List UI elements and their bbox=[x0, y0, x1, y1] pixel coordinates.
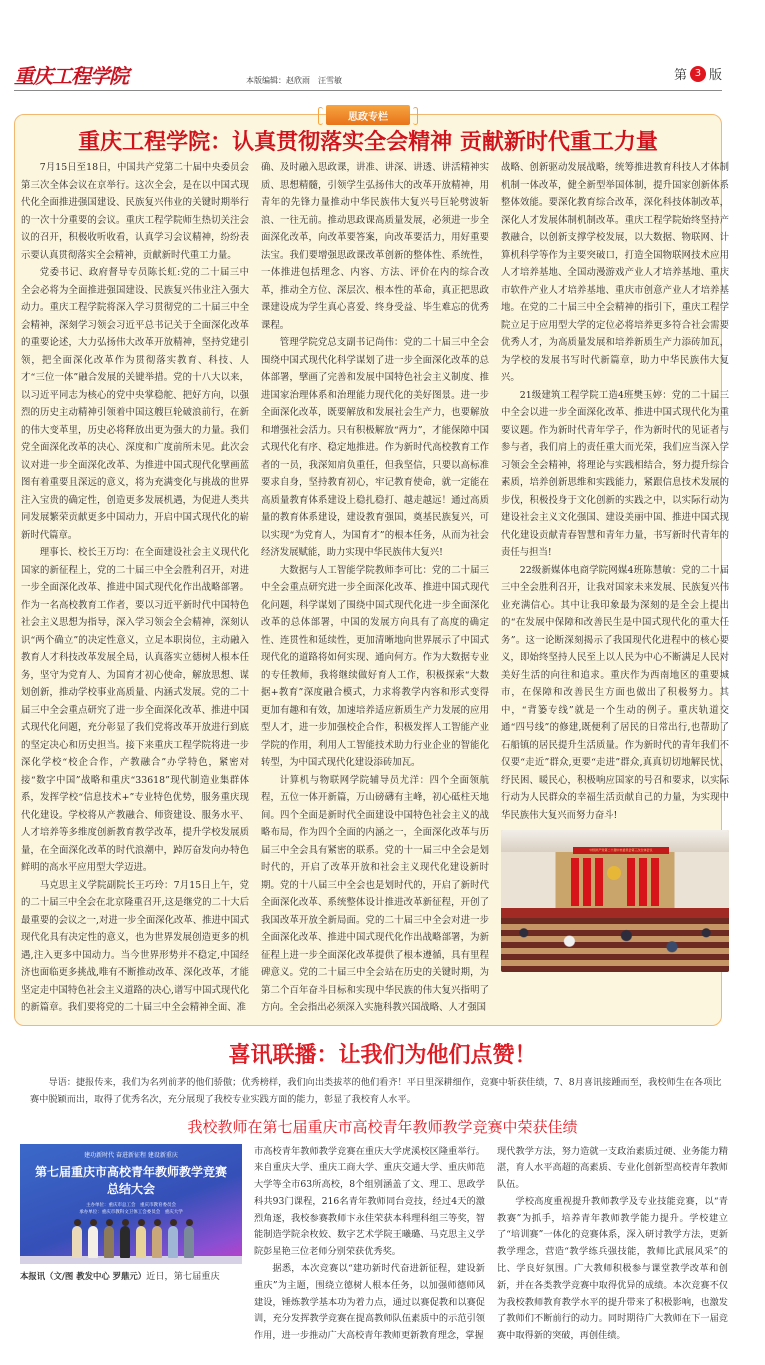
feature-section bbox=[14, 105, 722, 1026]
feature-headline: 重庆工程学院：认真贯彻落实全会精神 贡献新时代重工力量 bbox=[21, 127, 715, 157]
page-number-badge: 3 bbox=[690, 66, 706, 82]
competition-photo bbox=[20, 1144, 242, 1264]
photo-slogan: 建功新时代 奋进新征程 建设新重庆 bbox=[20, 1152, 242, 1160]
feature-column-1 bbox=[21, 159, 249, 1017]
red-flag bbox=[571, 858, 579, 906]
paragraph: 现代教学方法，努力造就一支政治素质过硬、业务能力精湛，育人水平高超的高素质、专业化创新型高校青年教师队伍。 bbox=[497, 1144, 728, 1194]
photo-banner bbox=[573, 847, 669, 854]
paragraph: 学校高度重视提升教师教学及专业技能竞赛，以“青教赛”为抓手，培养青年教师教学能力提升。学校建立了“培训赛”一体化的竞赛体系，深入研讨教学方法，更新教学理念，营造“教学练兵强技能，教师比武展风采”的比、学良好氛围。广大教师积极参与课堂教学改革和创新，并在各类教学竞赛中取得优异的成绩。本次竞赛不仅为我校教师教育教学水平的提升带来了积极影响，也激发了教师们不断前行的动力。同时期待广大教师在下一届竞赛中取得新的突破，再创佳绩。 bbox=[497, 1194, 728, 1345]
paragraph: 管理学院党总支副书记尚伟：党的二十届三中全会围绕中国式现代化科学谋划了进一步全面深化改革的总体部署，擘画了完善和发展中国特色社会主义制度、推进国家治理体系和治理能力现代化的美好图景。进一步全面深化改革，既要解放和发展社会生产力，也要解放和增强社会活力。只有积极解放“两力”，才能保障中国式现代化有序、稳定地推进。作为新时代高校教育工作者的一员，我深知肩负重任，但我坚信，只要以高标准要求自身，坚持教育初心，牢记教育使命，就一定能在高质量教育体系建设上稳扎稳打、越走越远！通过高质量的教育体系建设，建设教育强国，奠基民族复兴，可以实现“为党育人，为国育才”的根本任务，从而为社会经济发展赋能，助力实现中华民族伟大复兴! bbox=[261, 334, 489, 562]
editors-label: 本版编辑： bbox=[246, 76, 286, 85]
photo-person bbox=[152, 1226, 162, 1258]
party-emblem-icon bbox=[607, 866, 621, 880]
photo-caption bbox=[20, 1268, 242, 1285]
paragraph: 确、及时融入思政课，讲准、讲深、讲透、讲活精神实质、思想精髓，引领学生弘扬伟大的改革开放精神，用青年的先锋力量推动中华民族伟大复兴号巨轮劈波斩浪、一往无前。推动思政课高质量发展，必须进一步全面深化改革，向改革要答案，向改革要活力，用好重要法宝。我们要增强思政课改革创新的整体性、系统性，一体推进包括理念、内容、方法、评价在内的综合改革，推动全方位、深层次、根本性的革命，真正把思政课建设成为学生真心喜爱、终身受益、毕生难忘的优秀课程。 bbox=[261, 159, 489, 334]
news-section-title: 喜讯联播：让我们为他们点赞！ bbox=[0, 1040, 765, 1070]
article-photo-block bbox=[20, 1144, 242, 1285]
photo-person bbox=[168, 1226, 178, 1258]
photo-person bbox=[72, 1226, 82, 1258]
photo-headline-line: 第七届重庆市高校青年教师教学竞赛 bbox=[20, 1164, 242, 1181]
intro-paragraph: 导语：捷报传来，我们为名列前茅的他们骄傲；优秀榜样，我们向出类拔萃的他们看齐！平日里深耕细作，竞赛中斩获佳绩，7、8月喜讯接踵而至，我校师生在各项比赛中脱颖而出，取得了优秀名次，充分展现了我校专业实践方面的能力，彰显了我校育人水平。 bbox=[30, 1074, 730, 1108]
bottom-margin bbox=[0, 1345, 765, 1365]
article-column-1 bbox=[254, 1144, 485, 1346]
organizer-line: 承办单位：重庆市教科文卫体工会委员会 重庆大学 bbox=[20, 1209, 242, 1216]
photo-attendees bbox=[501, 916, 729, 972]
photo-person bbox=[104, 1226, 114, 1258]
feature-panel bbox=[14, 114, 722, 1026]
photo-headline bbox=[20, 1164, 242, 1198]
article-column-2 bbox=[497, 1144, 728, 1346]
page-editors bbox=[246, 75, 342, 86]
paragraph: 大数据与人工智能学院教师李可比：党的二十届三中全会重点研究进一步全面深化改革、推进中国式现代化问题，科学谋划了围绕中国式现代化进一步全面深化改革的总体部署，中国的发展方向具有了高度的确定性、连贯性和延续性，更加清晰地向世界展示了中国式现代化的道路将如何实现、通向何方。作为大数据专业的专任教师，我将继续做好育人工作，积极探索“大数据+教育”深度融合模式，力求将教学内容和形式变得更加有趣和有效，加速培养适应新质生产力发展的应用型人才，进一步加强校企合作，积极发挥人工智能产业学院的作用，利用人工智能技术助力行业企业的智能化转型，为中国式现代化建设添砖加瓦。 bbox=[261, 562, 489, 772]
paragraph: 马克思主义学院副院长王巧玲：7月15日上午，党的二十届三中全会在北京隆重召开,这是继党的二十大后最重要的会议之一,对进一步全面深化改革、推进中国式现代化具有决定性的意义，也为世界发展创造更多的机遇,注入更多中国动力。当今世界形势并不稳定,中国经济也面临更多挑战,唯有不断推动改革、深化改革，才能坚定走中国特色社会主义道路的决心,谱写中国式现代化的新篇章。我们要将党的二十届三中全会精神全面、准 bbox=[21, 877, 249, 1017]
page-prefix: 第 bbox=[674, 64, 687, 83]
feature-column-2 bbox=[261, 159, 489, 1017]
page-number bbox=[674, 64, 722, 83]
article-body bbox=[20, 1144, 728, 1346]
feature-column-3 bbox=[501, 159, 729, 972]
feature-columns bbox=[21, 159, 715, 1017]
paragraph: 22级新媒体电商学院网媒4班陈慧敏：党的二十届三中全会胜利召开，让我对国家未来发展、民族复兴伟业充满信心。其中让我印象最为深刻的是全会上提出的“在发展中保障和改善民生是中国式现代化的重大任务”。这一论断深刻揭示了我国现代化进程中的核心要义，即始终坚持人民至上以人民为中心不断满足人民对美好生活的向往和追求。重庆作为西南地区的重要城市，在保障和改善民生方面也做出了积极努力。其中，“背篓专线”就是一个生动的例子。重庆轨道交通“四号线”的修建,既便利了居民的日常出行,也帮助了石船镇的居民提升生活质量。作为新时代的青年我们不仅要“走近”群众,更要“走进”群众,真真切切地解民忧、纾民困、暖民心，积极响应国家的号召和要求，以实际行动为人民群众的幸福生活贡献自己的力量，为实现中华民族伟大复兴而努力奋斗! bbox=[501, 562, 729, 825]
editor-name: 汪雪敏 bbox=[318, 76, 342, 85]
paragraph: 战略、创新驱动发展战略，统筹推进教育科技人才体制机制一体改革，健全新型举国体制，提升国家创新体系整体效能。要深化教育综合改革，深化科技体制改革，深化人才发展体制机制改革。重庆工程学院始终坚持产教融合，以创新支撑学校发展，以大数据、物联网、计算机科学等作为主要突破口，打造全国物联网技术应用人才培养基地、全国动漫游戏产业人才培养基地、重庆市软件产业人才培养基地、重庆市创意产业人才培养基地。在党的二十届三中全会精神的指引下，重庆工程学院立足于应用型大学的定位必将培养更多符合社会需要优秀人才，为高质量发展和培养新质生产力添砖加瓦，为学校的发展书写时代新篇章，助力中华民族伟大复兴。 bbox=[501, 159, 729, 387]
photo-wall bbox=[501, 852, 729, 912]
paragraph: 7月15日至18日，中国共产党第二十届中央委员会第三次全体会议在京举行。这次全会，是在以中国式现代化全面推进强国建设、民族复兴伟业的关键时期举行的一次十分重要的会议。重庆工程学院师生热切关注会议的召开，积极收听收看，认真学习会议精神，纷纷表示要认真贯彻落实全会精神，贡献新时代重工力量。 bbox=[21, 159, 249, 264]
photo-banner-text: 中国共产党第二十届中央委员会第三次全体会议 bbox=[573, 847, 669, 854]
photo-person bbox=[88, 1226, 98, 1258]
paragraph: 据悉，本次竞赛以“建功新时代奋进新征程，建设新重庆”为主题，围绕立德树人根本任务，以加强师德师风建设，锤炼教学基本功为着力点，通过以赛促教和以赛促训，充分发挥教学竞赛在提高教师队伍素质中的示范引领作用，进一步推动广大高校青年教师更新教育理念，掌握 bbox=[254, 1261, 485, 1345]
article-title: 我校教师在第七届重庆市高校青年教师教学竞赛中荣获佳绩 bbox=[0, 1116, 765, 1138]
red-flag bbox=[639, 858, 647, 906]
column-tag: 思政专栏 bbox=[326, 105, 410, 125]
editor-name: 赵欣雨 bbox=[286, 76, 310, 85]
paragraph: 21级建筑工程学院工造4班樊玉婷：党的二十届三中全会以进一步全面深化改革、推进中国式现代化为重要议题。作为新时代青年学子，作为新时代的见证者与参与者，我们肩上的责任重大而光荣，我们应当深入学习领会全会精神，将理论与实践相结合，努力提升综合素质，培养创新思维和实践能力，紧跟信息技术发展的步伐，积极投身于文化创新的实践之中，以实际行动为建设社会主义文化强国、建设美丽中国、推进中国式现代化建设贡献青春智慧和青年力量，书写新时代青年的责任与担当! bbox=[501, 387, 729, 562]
masthead bbox=[14, 60, 722, 91]
plenary-session-photo bbox=[501, 830, 729, 972]
photo-headline-line: 总结大会 bbox=[20, 1181, 242, 1198]
paragraph: 理事长、校长王万均：在全面建设社会主义现代化国家的新征程上，党的二十届三中全会胜利召开，对进一步全面深化改革、推进中国式现代化作出战略部署。作为一名高校教育工作者，要以习近平新时代中国特色社会主义思想为指导，深入学习领会全会精神，深刻认识“两个确立”的决定性意义，立足本职岗位，主动融入教育人才科技改革发展全局，认真落实立德树人根本任务，坚守为党育人、为国育才初心使命，解放思想、谋划创新，推动学校事业高质量、内涵式发展。党的二十届三中全会重点研究了进一步全面深化改革、推进中国式现代化问题，充分彰显了我们党将改革开放进行到底的坚定决心和历史担当。接下来重庆工程学院将进一步深化学校“校企合作，产教融合”办学特色，紧密对接“数字中国”战略和重庆“33618”现代制造业集群体系，发挥学校“信息技术+”专业特色优势，服务重庆现代化建设。学校将从产教融合、师资建设、服务水平、人才培养等多维度创新教育教学改革，提升学校发展质量，在全面深化改革的时代浪潮中，踔厉奋发向办特色鲜明的高水平应用型大学迈进。 bbox=[21, 544, 249, 877]
photo-stage bbox=[20, 1256, 242, 1264]
photo-person bbox=[136, 1226, 146, 1258]
page-suffix: 版 bbox=[709, 64, 722, 83]
news-intro bbox=[30, 1074, 730, 1108]
paragraph: 计算机与物联网学院辅导员尤洋：四个全面领航程，五位一体开新篇，万山磅礴有主峰，初心砥柱天地间。四个全面是新时代全面建设中国特色社会主义的战略布局，作为四个全面的内涵之一，全面深化改革与历届三中全会具有紧密的联系。党的十一届三中全会是划时代的，开启了改革开放和社会主义现代化建设新时期。党的十八届三中全会也是划时代的，开启了新时代全面深化改革、系统整体设计推进改革新征程，开创了我国改革开放全新局面。党的二十届三中全会对进一步全面深化改革、推进中国式现代化作出战略部署，为新征程上进一步全面深化改革提供了根本遵循，具有里程碑意义。党的二十届三中全会站在历史的关键时期，为第二个百年奋斗目标和实现中华民族的伟大复兴指明了方向。全会指出必须深入实施科教兴国战略、人才强国 bbox=[261, 772, 489, 1017]
red-flag bbox=[627, 858, 635, 906]
news-section bbox=[0, 1040, 765, 1365]
caption-text: 近日，第七届重庆 bbox=[146, 1271, 220, 1282]
newspaper-logo: 重庆工程学院 bbox=[14, 60, 128, 89]
red-flag bbox=[651, 858, 659, 906]
red-flag bbox=[595, 858, 603, 906]
photo-organizers bbox=[20, 1202, 242, 1216]
paragraph: 党委书记、政府督导专员陈长虹:党的二十届三中全会必将为全面推进强国建设、民族复兴伟业注入强大动力。重庆工程学院将深入学习贯彻党的二十届三中全会精神，深刻学习领会习近平总书记关于全面深化改革的重要论述，大力弘扬伟大改革开放精神，坚持党建引领，把全面深化改革作为贯彻落实教育、科技、人才“三位一体”融合发展的关键举措。党的十八大以来，以习近平同志为核心的党中央掌稳舵、把好方向，以强烈的历史主动精神引领着中国这艘巨轮破浪前行，在新的伟大变革里，历史必将释放出更为强大的力量。我们党全面深化改革的决心、深度和广度前所未见。此次会议对进一步全面深化改革、为推进中国式现代化擘画蓝图有着重要且深远的意义，将为充满变化与挑战的世界注入宝贵的确定性，创造更多发展机遇，为促进人类共同发展繁荣贡献更多中国动力，开启中国式现代化的崭新时代篇章。 bbox=[21, 264, 249, 544]
organizer-line: 主办单位：重庆市总工会 重庆市教育委员会 bbox=[20, 1202, 242, 1209]
red-flag bbox=[583, 858, 591, 906]
caption-byline: 本报讯（文/图 教发中心 罗鼎元） bbox=[20, 1271, 146, 1281]
paragraph: 市高校青年教师教学竞赛在重庆大学虎溪校区隆重举行。来自重庆大学、重庆工商大学、重庆交通大学、重庆师范大学等全市63所高校，8个组别涵盖了文、理工、思政学科共93门课程，216名青年教师同台竞技，经过4天的激烈角逐，我校参赛教师卞永佳荣获本科理科组三等奖，智能制造学院余枚姣、数字艺术学院王曦璐、马克思主义学院彭星艳三位老师分别荣获优秀奖。 bbox=[254, 1144, 485, 1262]
photo-person bbox=[184, 1226, 194, 1258]
photo-person bbox=[120, 1226, 130, 1258]
